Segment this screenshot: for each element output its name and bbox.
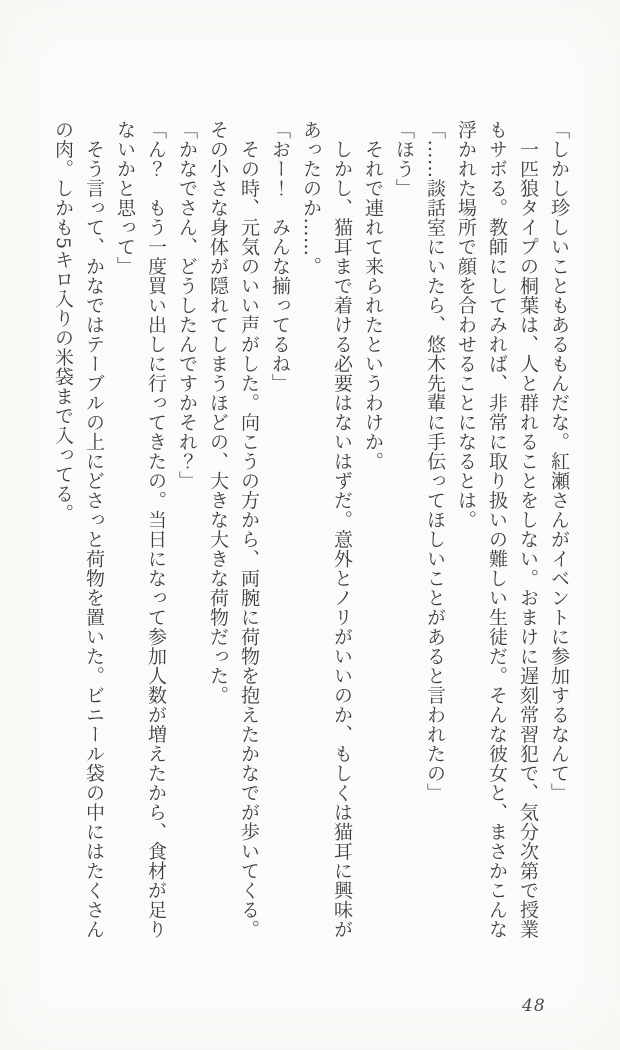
text-line: あったのか……。 [300,120,322,276]
text-line: もサボる。教師にしてみれば、非常に取り扱いの難しい生徒だ。そんな彼女と、まさかこんな [486,120,508,939]
text-line: 「……談話室にいたら、悠木先輩に手伝ってほしいことがあると言われたの」 [424,120,446,803]
text-line: それで連れて来られたというわけか。 [362,120,384,471]
page-number: 48 [522,996,546,1016]
text-line: ないかと思って」 [114,120,136,276]
text-line: 「ほう」 [393,120,415,198]
text-line: 一匹狼タイプの桐葉は、人と群れることをしない。おまけに遅刻常習犯で、気分次第で授業 [517,120,539,939]
text-line: の肉。しかも5キロ入りの米袋まで入ってる。 [52,120,74,523]
text-line: 「かなでさん、どうしたんですかそれ？」 [176,120,198,491]
text-line: 「おー！ みんな揃ってるね」 [269,120,291,393]
text-line: しかし、猫耳まで着ける必要はないはずだ。意外とノリがいいのか、もしくは猫耳に興味が [331,120,353,939]
text-line: 「ん？ もう一度買い出しに行ってきたの。当日になって参加人数が増えたから、食材が足り [145,120,167,939]
text-line: その時、元気のいい声がした。向こうの方から、両腕に荷物を抱えたかなでが歩いてくる。 [238,120,260,939]
novel-text-block [47,120,574,944]
text-line: 「しかし珍しいこともあるもんだな。紅瀬さんがイベントに参加するなんて」 [548,120,570,803]
text-line: 浮かれた場所で顔を合わせることになるとは。 [455,120,477,530]
text-line: そう言って、かなではテーブルの上にどさっと荷物を置いた。ビニール袋の中にはたくさん [83,120,105,939]
text-line: その小さな身体が隠れてしまうほどの、大きな大きな荷物だった。 [207,120,229,705]
